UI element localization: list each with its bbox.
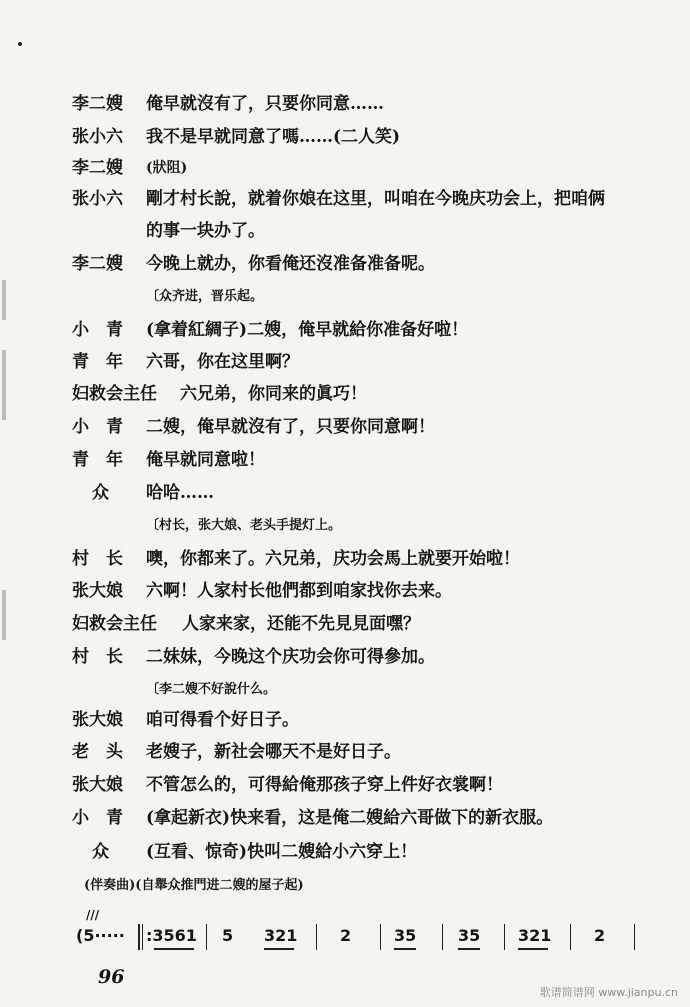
dialogue-text: 俺早就同意啦！ xyxy=(146,450,265,470)
note-group: (5····· xyxy=(76,926,125,945)
stage-note: (狀阻) xyxy=(146,160,188,176)
note-underline xyxy=(518,948,548,950)
scan-speckle xyxy=(2,280,6,320)
dialogue-text: 六啊！人家村长他們都到咱家找你去来。 xyxy=(146,581,452,601)
dialogue-line xyxy=(0,348,690,376)
note-group: 321 xyxy=(518,926,552,945)
speaker-name: 妇救会主任 xyxy=(72,384,157,404)
dialogue-text: 二妹妹，今晚这个庆功会你可得參加。 xyxy=(146,647,435,667)
page-number: 96 xyxy=(98,966,125,988)
dialogue-text: (拿着紅綢子)二嫂，俺早就給你准备好啦！ xyxy=(146,320,469,340)
speaker-name: 众 xyxy=(92,842,109,862)
speaker-name: 小 青 xyxy=(72,417,123,437)
note-group: :3561 xyxy=(146,926,197,945)
dialogue-text: (互看、惊奇)快叫二嫂給小六穿上！ xyxy=(146,842,418,862)
barline xyxy=(442,924,443,950)
barline xyxy=(634,924,635,950)
note-group: 35 xyxy=(458,926,481,945)
stage-direction: 〔村长，张大娘、老头手提灯上。 xyxy=(146,518,342,533)
dialogue-text: 俺早就沒有了，只要你同意…… xyxy=(146,94,384,114)
dialogue-text: 的事一块办了。 xyxy=(146,221,265,241)
stage-direction: 〔李二嫂不好說什么。 xyxy=(146,682,277,697)
dialogue-text: 咱可得看个好日子。 xyxy=(146,710,299,730)
dialogue-text: 二嫂，俺早就沒有了，只要你同意啊！ xyxy=(146,417,435,437)
dialogue-line xyxy=(0,250,690,278)
speaker-name: 众 xyxy=(92,483,109,503)
barline xyxy=(316,924,317,950)
note-group: 2 xyxy=(340,926,352,945)
dialogue-line xyxy=(0,545,690,573)
dialogue-line xyxy=(0,380,690,408)
speaker-name: 张大娘 xyxy=(72,775,123,795)
dialogue-text: 六哥，你在这里啊？ xyxy=(146,352,299,372)
dialogue-line xyxy=(0,316,690,344)
dialogue-text: 今晚上就办，你看俺还沒准备准备呢。 xyxy=(146,254,435,274)
speaker-name: 老 头 xyxy=(72,742,123,762)
speaker-name: 小 青 xyxy=(72,808,123,828)
dialogue-text: (拿起新衣)快来看，这是俺二嫂給六哥做下的新衣服。 xyxy=(146,808,554,828)
dialogue-text: 不管怎么的，可得給俺那孩子穿上件好衣裳啊！ xyxy=(146,775,503,795)
dialogue-line xyxy=(0,185,690,213)
dialogue-line xyxy=(0,90,690,118)
dialogue-text: 剛才村长說，就着你娘在这里，叫咱在今晚庆功会上，把咱俩 xyxy=(146,189,605,209)
note-underline xyxy=(264,948,294,950)
speaker-name: 妇救会主任 xyxy=(72,614,157,634)
dialogue-text: 人家来家，还能不先見見面嘿？ xyxy=(182,614,420,634)
note-group: 35 xyxy=(394,926,417,945)
speaker-name: 李二嫂 xyxy=(72,94,123,114)
tempo-mark: /// xyxy=(86,908,100,922)
note-underline xyxy=(394,948,416,950)
barline xyxy=(380,924,381,950)
note-group: 5 xyxy=(222,926,234,945)
note-group: 2 xyxy=(594,926,606,945)
speaker-name: 青 年 xyxy=(72,450,123,470)
speaker-name: 张大娘 xyxy=(72,581,123,601)
dialogue-line xyxy=(0,771,690,799)
stage-direction: 〔众齐进，晋乐起。 xyxy=(146,289,264,304)
speaker-name: 青 年 xyxy=(72,352,123,372)
dialogue-line xyxy=(0,643,690,671)
dialogue-line xyxy=(0,804,690,832)
ink-dot xyxy=(18,42,22,46)
speaker-name: 村 长 xyxy=(72,647,123,667)
speaker-name: 村 长 xyxy=(72,549,123,569)
dialogue-line xyxy=(0,738,690,766)
dialogue-text: 六兄弟，你同来的眞巧！ xyxy=(180,384,367,404)
dialogue-line xyxy=(0,706,690,734)
dialogue-line xyxy=(0,446,690,474)
note-underline xyxy=(458,948,480,950)
jianpu-notation xyxy=(72,910,652,966)
dialogue-line xyxy=(0,577,690,605)
speaker-name: 小 青 xyxy=(72,320,123,340)
dialogue-text: 我不是早就同意了嗎……(二人笑) xyxy=(146,127,401,147)
dialogue-line xyxy=(0,154,690,182)
speaker-name: 张大娘 xyxy=(72,710,123,730)
speaker-name: 李二嫂 xyxy=(72,254,123,274)
speaker-name: 张小六 xyxy=(72,127,123,147)
barline xyxy=(138,924,140,950)
barline xyxy=(142,924,143,950)
dialogue-text: 老嫂子，新社会哪天不是好日子。 xyxy=(146,742,401,762)
dialogue-line xyxy=(0,123,690,151)
dialogue-line xyxy=(0,479,690,507)
dialogue-line xyxy=(0,838,690,866)
dialogue-text: 哈哈…… xyxy=(146,483,214,503)
speaker-name: 张小六 xyxy=(72,189,123,209)
dialogue-text: 噢，你都来了。六兄弟，庆功会馬上就要开始啦！ xyxy=(146,549,520,569)
barline xyxy=(504,924,505,950)
music-caption: (伴奏曲)(自舉众推門进二嫂的屋子起) xyxy=(84,878,304,893)
speaker-name: 李二嫂 xyxy=(72,158,123,178)
note-underline xyxy=(154,948,194,950)
dialogue-line xyxy=(0,413,690,441)
dialogue-line xyxy=(0,610,690,638)
barline xyxy=(206,924,207,950)
dialogue-line xyxy=(0,217,690,245)
barline xyxy=(570,924,571,950)
note-group: 321 xyxy=(264,926,298,945)
watermark: 歌谱简谱网 www.jianpu.cn xyxy=(539,986,678,999)
